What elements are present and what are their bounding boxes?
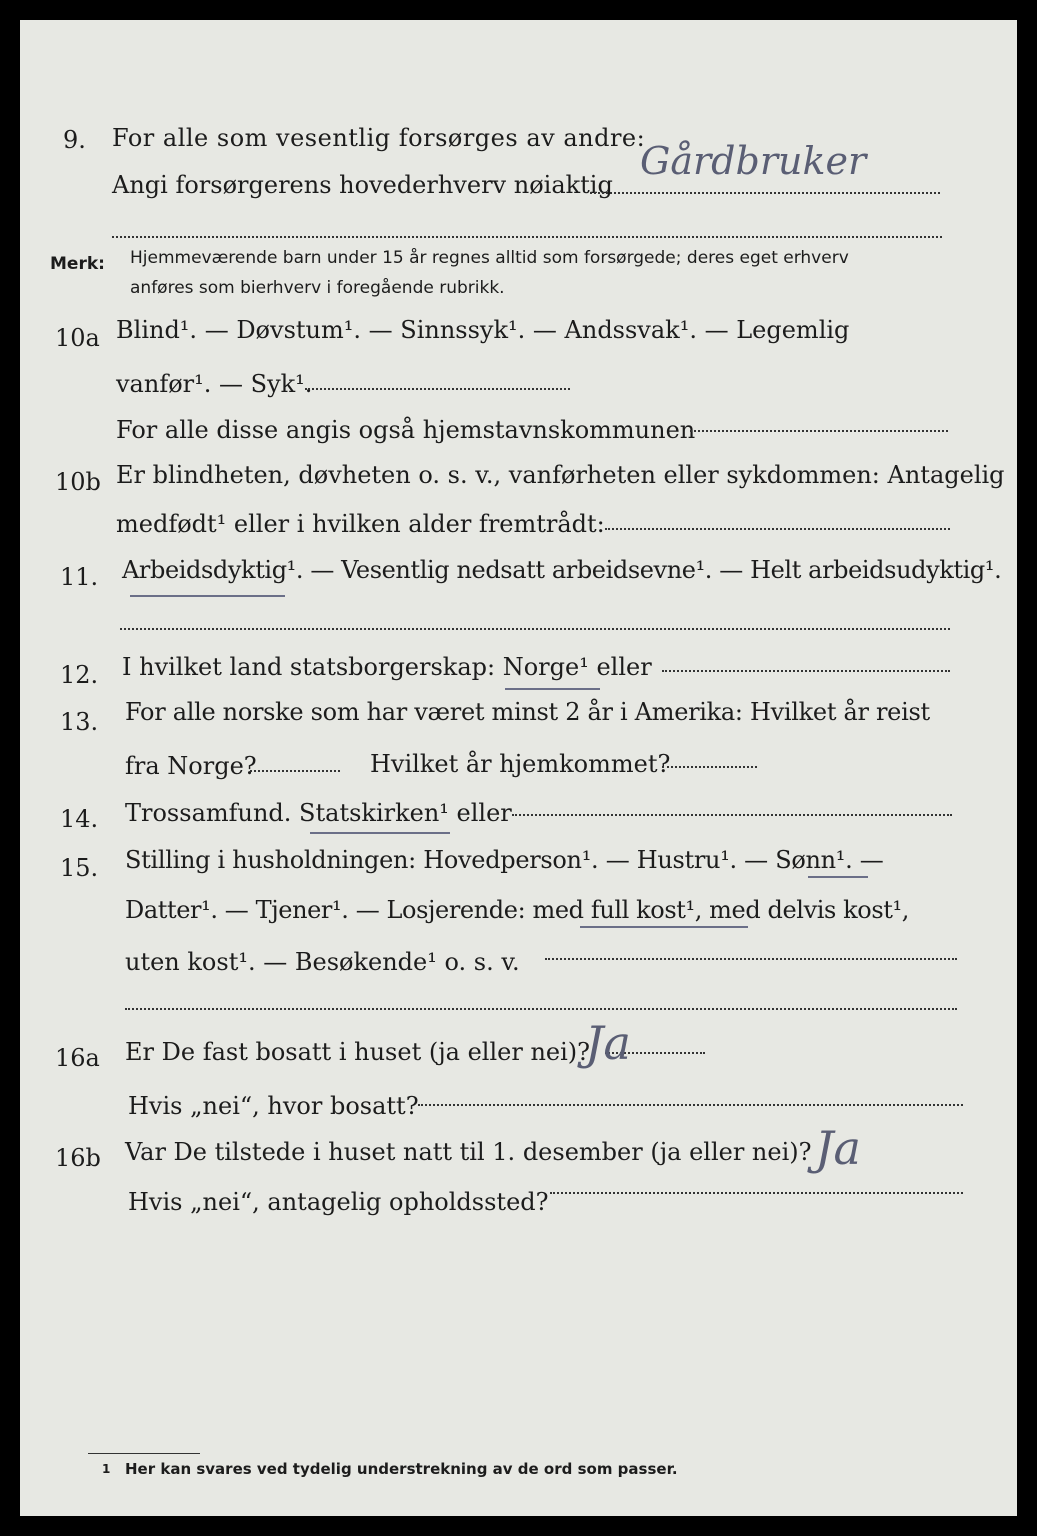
q11-number: 11. <box>60 563 99 591</box>
merk-line1: Hjemmeværende barn under 15 år regnes alltid som forsørgede; deres eget erhverv <box>130 248 849 268</box>
q10a-number: 10a <box>55 324 100 352</box>
q10a-line2-answer <box>305 388 570 390</box>
q10b-line2: medfødt¹ eller i hvilken alder fremtrådt: <box>116 510 605 538</box>
q10a-line2: vanfør¹. — Syk¹. <box>116 370 313 398</box>
footnote-text: Her kan svares ved tydelig understrekning av de ord som passer. <box>125 1460 678 1478</box>
q12-norge-underline <box>505 688 600 690</box>
q9-answer-line <box>590 192 940 194</box>
q14-answer-line <box>512 814 952 816</box>
q15-line3: uten kost¹. — Besøkende¹ o. s. v. <box>125 948 520 976</box>
q10b-line1: Er blindheten, døvheten o. s. v., vanførheten eller sykdommen: Antagelig <box>116 461 1005 489</box>
q15-med-full-kost-underline <box>580 926 748 928</box>
q15-line1: Stilling i husholdningen: Hovedperson¹. — Hustru¹. — Sønn¹. — <box>125 846 884 874</box>
q13-line2-hjemkommet: Hvilket år hjemkommet? <box>370 750 671 778</box>
q11-answer-line <box>120 628 950 630</box>
q9-handwritten-answer: Gårdbruker <box>640 139 867 183</box>
q10a-line3-answer <box>690 430 948 432</box>
q15-line2: Datter¹. — Tjener¹. — Losjerende: med full kost¹, med delvis kost¹, <box>125 896 909 924</box>
merk-label: Merk: <box>50 254 105 274</box>
q16b-number: 16b <box>55 1144 101 1172</box>
q10a-line1: Blind¹. — Døvstum¹. — Sinnssyk¹. — Andssvak¹. — Legemlig <box>116 316 850 344</box>
q10a-line3: For alle disse angis også hjemstavnskommunen <box>116 416 696 444</box>
q13-year-left-line <box>250 770 340 772</box>
q16b-line1: Var De tilstede i huset natt til 1. desember (ja eller nei)? <box>125 1138 812 1166</box>
q10b-answer-line <box>605 528 950 530</box>
q12-answer-line <box>662 670 950 672</box>
q12-line1: I hvilket land statsborgerskap: Norge¹ eller <box>122 653 652 681</box>
q10b-number: 10b <box>55 468 101 496</box>
q16a-bosatt-line <box>418 1104 963 1106</box>
q13-line1: For alle norske som har været minst 2 år i Amerika: Hvilket år reist <box>125 698 930 726</box>
q16b-handwritten-answer: Ja <box>815 1121 861 1175</box>
q16a-line1: Er De fast bosatt i huset (ja eller nei)? <box>125 1038 591 1066</box>
merk-line2: anføres som bierhverv i foregående rubrikk. <box>130 278 505 298</box>
q13-year-return-line <box>662 766 757 768</box>
q15-answer-line <box>545 958 957 960</box>
q16a-handwritten-answer: Ja <box>585 1016 631 1070</box>
footnote-mark: 1 <box>102 1462 111 1476</box>
q11-arbeidsdyktig-underline <box>130 595 285 597</box>
q16b-line2: Hvis „nei“, antagelig opholdssted? <box>128 1188 549 1216</box>
q12-number: 12. <box>60 661 99 689</box>
q16a-number: 16a <box>55 1044 100 1072</box>
q15-number: 15. <box>60 854 99 882</box>
q13-number: 13. <box>60 708 99 736</box>
q9-question-line2: Angi forsørgerens hovederhverv nøiaktig <box>112 171 613 199</box>
q9-question-line1: For alle som vesentlig forsørges av andre: <box>112 124 646 152</box>
q16a-line2: Hvis „nei“, hvor bosatt? <box>128 1092 419 1120</box>
q15-extra-line <box>125 1008 957 1010</box>
q14-line1: Trossamfund. Statskirken¹ eller <box>125 799 512 827</box>
q16b-answer-line <box>550 1192 963 1194</box>
q14-number: 14. <box>60 805 99 833</box>
q11-line1: Arbeidsdyktig¹. — Vesentlig nedsatt arbeidsevne¹. — Helt arbeidsudyktig¹. <box>122 556 1002 584</box>
q9-number: 9. <box>63 126 86 154</box>
q13-line2-fra-norge: fra Norge? <box>125 752 257 780</box>
footnote-rule <box>88 1453 200 1454</box>
q15-sonn-underline <box>808 876 868 878</box>
q9-extra-line <box>112 236 942 238</box>
q14-statskirken-underline <box>310 832 450 834</box>
